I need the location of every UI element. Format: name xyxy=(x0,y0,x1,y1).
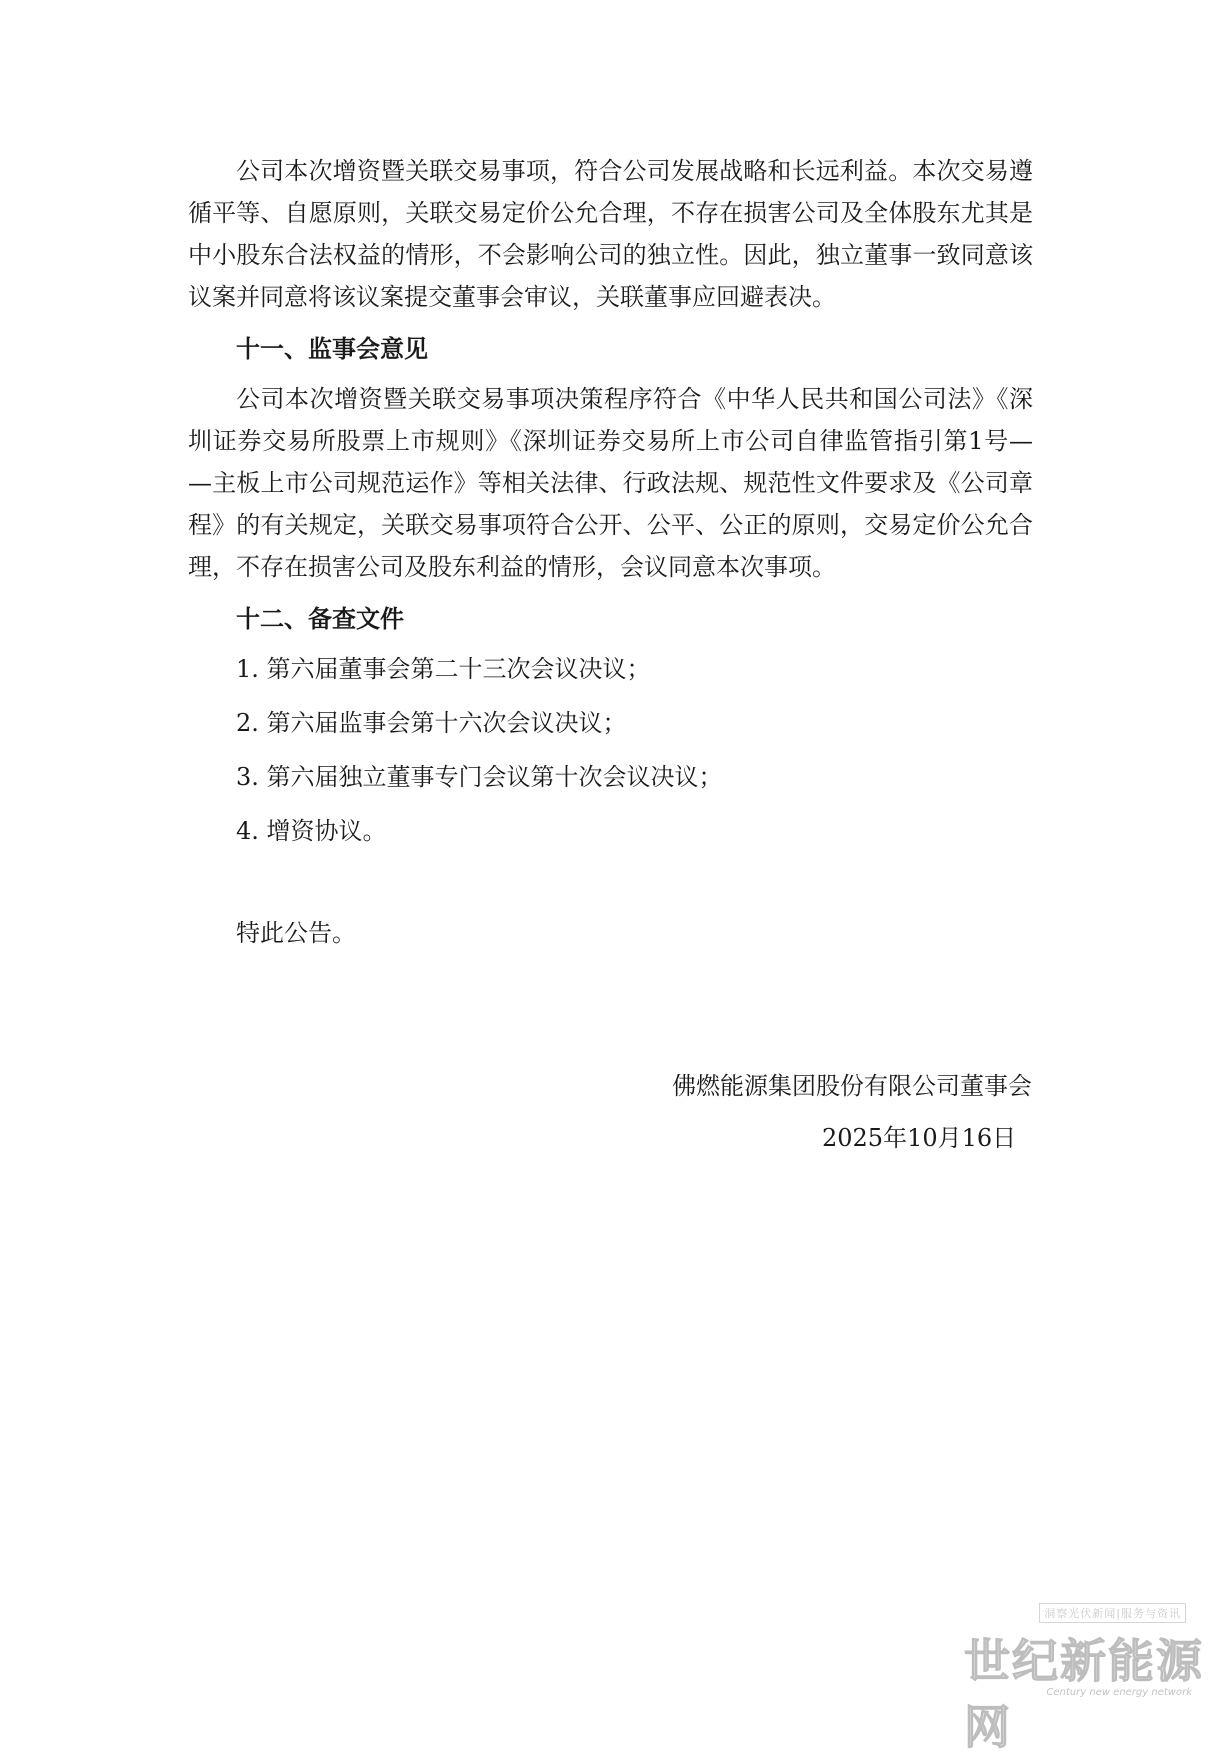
paragraph-line: 公司本次增资暨关联交易事项决策程序符合《中华人民共和国公司法》《深 xyxy=(236,385,1033,413)
paragraph-line: —主板上市公司规范运作》等相关法律、行政法规、规范性文件要求及《公司章 xyxy=(188,469,1033,497)
paragraph-line: 议案并同意将该议案提交董事会审议，关联董事应回避表决。 xyxy=(188,283,836,311)
reference-document-item: 4. 增资协议。 xyxy=(236,817,387,845)
reference-document-item: 2. 第六届监事会第十六次会议决议； xyxy=(236,709,627,737)
section-heading-reference-documents: 十二、备查文件 xyxy=(236,604,404,633)
document-body xyxy=(188,150,1033,954)
watermark-logo xyxy=(964,1603,1214,1754)
independent-director-opinion-paragraph xyxy=(188,150,1033,318)
reference-document-item: 1. 第六届董事会第二十三次会议决议； xyxy=(236,655,651,683)
paragraph-line: 程》的有关规定，关联交易事项符合公开、公平、公正的原则，交易定价公允合 xyxy=(188,511,1033,539)
signature-company: 佛燃能源集团股份有限公司董事会 xyxy=(672,1072,1032,1100)
closing-statement: 特此公告。 xyxy=(236,919,356,947)
reference-document-item: 3. 第六届独立董事专门会议第十次会议决议； xyxy=(236,763,723,791)
watermark-subtitle: Century new energy network xyxy=(1046,1687,1192,1698)
section-heading-supervisory-board: 十一、监事会意见 xyxy=(236,334,428,363)
watermark-tagline: 洞察光伏新闻|服务与资讯 xyxy=(1039,1603,1186,1623)
signature-date: 2025年10月16日 xyxy=(822,1124,1017,1152)
paragraph-line: 中小股东合法权益的情形，不会影响公司的独立性。因此，独立董事一致同意该 xyxy=(188,241,1033,269)
paragraph-line: 圳证券交易所股票上市规则》《深圳证券交易所上市公司自律监管指引第1号— xyxy=(188,427,1033,455)
paragraph-line: 理，不存在损害公司及股东利益的情形，会议同意本次事项。 xyxy=(188,553,836,581)
paragraph-line: 公司本次增资暨关联交易事项，符合公司发展战略和长远利益。本次交易遵 xyxy=(236,157,1033,185)
supervisory-board-opinion-paragraph xyxy=(188,378,1033,588)
paragraph-line: 循平等、自愿原则，关联交易定价公允合理，不存在损害公司及全体股东尤其是 xyxy=(188,199,1033,227)
watermark-title: 世纪新能源网 xyxy=(964,1634,1204,1754)
